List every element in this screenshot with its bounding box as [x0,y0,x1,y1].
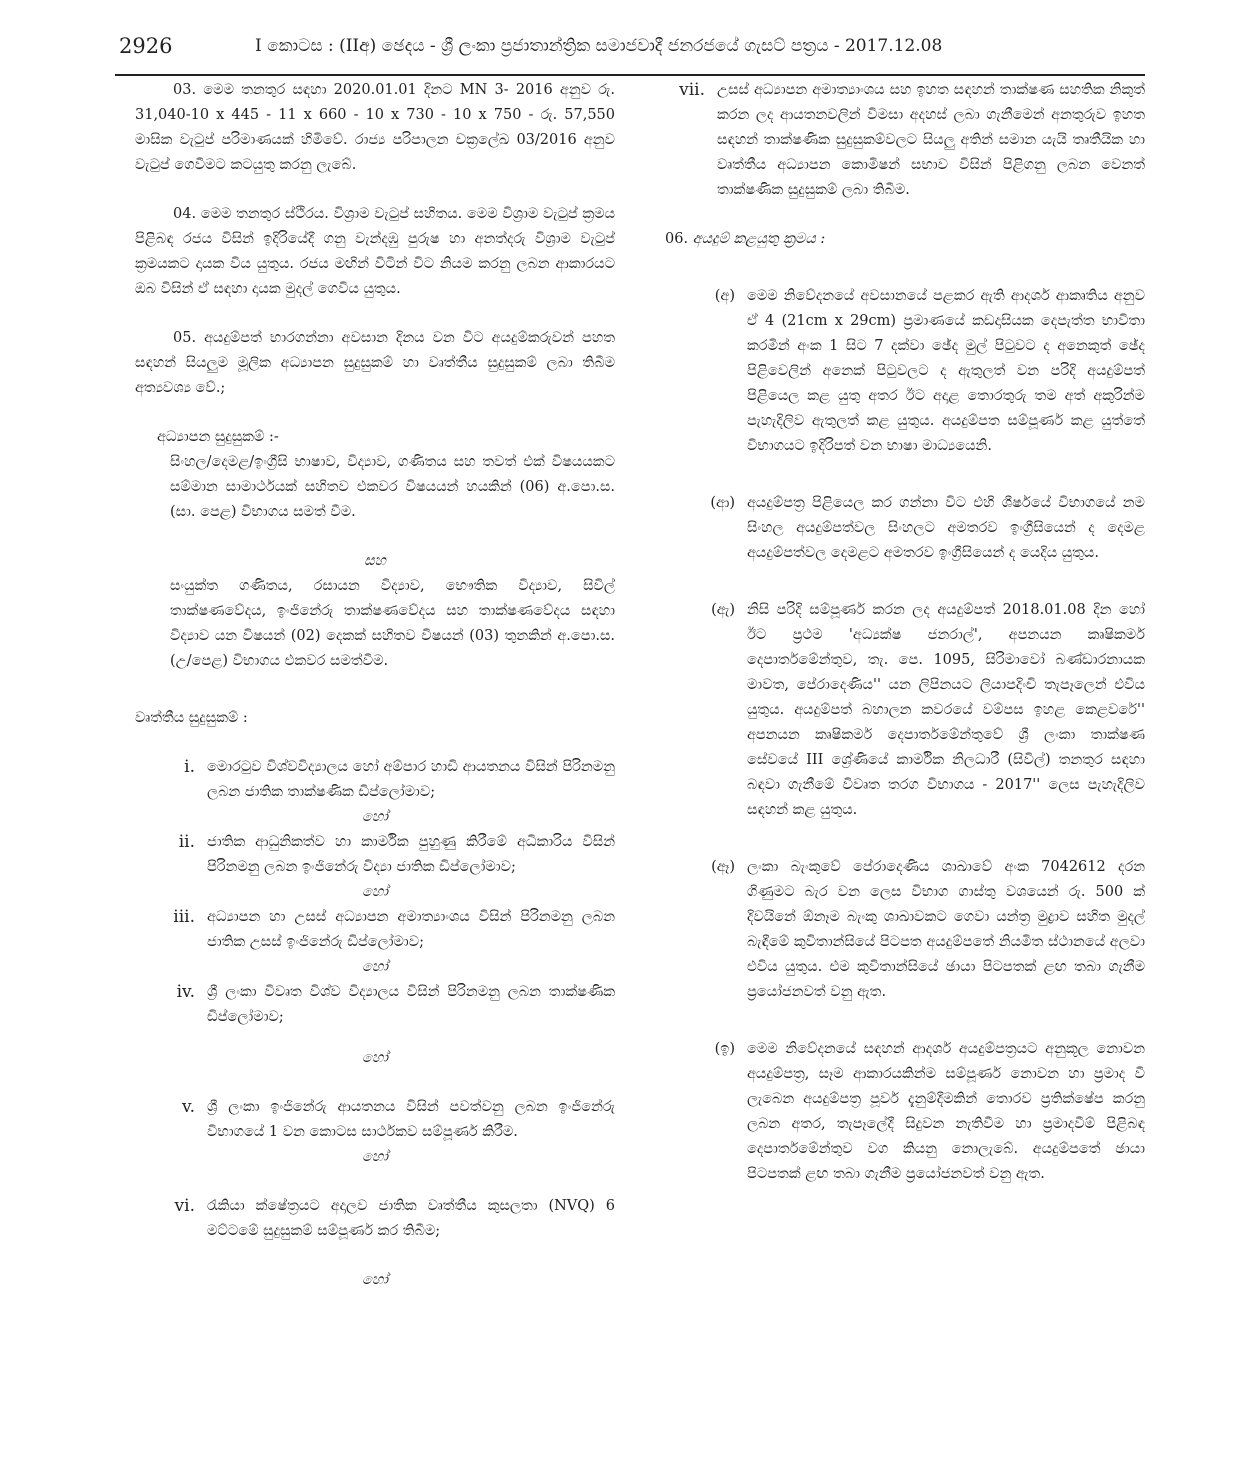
paragraph-ae [665,598,1145,823]
item-text: මොරටුව විශ්වවිද්‍යාලය හෝ අම්පාර හාඩි ආයතනය විසින් පිරිනමනු ලබන ජාතික තාක්ෂණික ඩිප්ලෝමාව; [207,759,615,800]
left-column [135,78,615,1293]
list-item [135,1095,615,1145]
section-number: 06. [665,231,689,247]
item-number: ii. [178,832,195,852]
item-number: i. [184,757,195,777]
page-header [115,30,1145,76]
paragraph-aa [665,491,1145,566]
item-text: රැකියා ක්ෂේත්‍රයට අදාලව ජාතික වෘත්තීය කුසලතා (NVQ) 6 මට්ටමේ සුදුසුකම් සම්පූර්ණ කර තිබීම; [207,1198,615,1239]
paragraph-label: (ආ) [710,495,735,511]
list-item [135,980,615,1030]
item-number: iv. [176,982,195,1002]
paragraph-text: ලංකා බැංකුවේ පේරාදෙණිය ශාඛාවේ අංක 7042612 දරන ගිණුමට බැර වන ලෙස විභාග ගාස්තු වශයෙන් රු. 500 ක් දිවයිනේ ඕනෑම බැංකු ශාඛාවකට ගෙවා යන්ත්‍ර මුද්‍රාව සහිත මුදල් බැඳීමේ කුවිතාන්සියේ පිටපත අයදුම්පතේ නියමිත ස්ථානයේ අලවා එවිය යුතුය. එම කුවිතාන්සියේ ඡායා පිටපතක් ළඟ තබා ගැනීම ප්‍රයෝජනවත් වනු ඇත. [747,859,1145,1000]
paragraph-05: 05. අයදුම්පත් භාරගන්නා අවසාන දිනය වන විට අයදුම්කරුවන් පහත සඳහන් සියලුම මූලික අධ්‍යාපන සුදුසුකම් හා වෘත්තීය සුදුසුකම් ලබා තිබීම අත්‍යවශ්‍ය වේ.; [135,330,615,396]
item-number: v. [182,1097,195,1117]
section-title: අයදුම් කළයුතු ක්‍රමය : [692,231,826,247]
paragraph-a [665,284,1145,459]
paragraph-text: නිසි පරිදි සම්පූර්ණ කරන ලද අයදුම්පත් 2018.01.08 දින හෝ ඊට ප්‍රථම 'අධ්‍යක්ෂ ජනරාල්', අපනයන කෘෂිකර්ම දෙපාර්තමේන්තුව, තැ. පෙ. 1095, සිරිමාවෝ බණ්ඩාරනායක මාවත, පේරාදෙණිය'' යන ලිපිනයට ලියාපදිංචි තැපෑලෙන් එවිය යුතුය. අයදුම්පත් බහාලන කවරයේ වම්පස ඉහළ කෙළවරේ'' අපනයන කෘෂිකර්ම දෙපාර්තමේන්තුවේ ශ්‍රී ලංකා තාක්ෂණ සේවයේ III ශ්‍රේණියේ කාර්මික නිලධාරී (සිවිල්) තනතුර සඳහා බඳවා ගැනීමේ විවෘත තරග විභාගය - 2017'' ලෙස පැහැදිලිව සඳහන් කළ යුතුය. [747,602,1145,818]
or-label: හෝ [361,1272,389,1288]
list-item [135,830,615,880]
item-text: අධ්‍යාපන හා උසස් අධ්‍යාපන අමාත්‍යාංශය විසින් පිරිනමනු ලබන ජාතික උසස් ඉංජිනේරු ඩිප්ලෝමාව; [207,909,615,950]
paragraph-label: (ඇ) [711,602,735,618]
paragraph-label: (අ) [714,288,735,304]
item-number: vi. [174,1196,195,1216]
or-label: හෝ [361,884,389,900]
paragraph-label: (ඈ) [711,859,735,875]
or-label: හෝ [361,959,389,975]
or-label: හෝ [361,1050,389,1066]
list-item [135,755,615,805]
paragraph-text: මෙම නිවේදනයේ සඳහන් ආදර්ශ අයදුම්පත්‍රයට අනුකූල නොවන අයදුම්පත්‍ර, සෑම ආකාරයකින්ම සම්පූර්ණ නොවන හා ප්‍රමාද වී ලැබෙන අයදුම්පත්‍ර පූර්ව දැනුම්දීමකින් තොරව ප්‍රතික්ෂේප කරනු ලබන අතර, තැපෑලේදී සිදුවන නැතිවීම හා ප්‍රමාදවීම් පිළිබඳ දෙපාර්තමේන්තුව වග කියනු නොලැබේ. අයදුම්පතේ ඡායා පිටපතක් ළඟ තබා ගැනීම ප්‍රයෝජනවත් වනු ඇත. [747,1041,1145,1182]
paragraph-03: 03. මෙම තනතුර සඳහා 2020.01.01 දිනට MN 3- 2016 අනුව රු. 31,040-10 x 445 - 11 x 660 - 10 x 730 - 10 x 750 - රු. 57,550 මාසික වැටුප් පරිමාණයක් හිමිවේ. රාජ්‍ය පරිපාලන චක්‍රලේඛ 03/2016 අනුව වැටුප් ගෙවීමට කටයුතු කරනු ලැබේ. [135,82,615,173]
section-06-heading [665,227,1145,252]
right-column [665,78,1145,1187]
list-item [135,905,615,955]
page-number: 2926 [119,34,173,58]
item-text: ජාතික ආධුනිකත්ව හා කාර්මික පුහුණු කිරීමේ අධිකාරිය විසින් පිරිනමනු ලබන ඉංජිනේරු විද්‍යා ජාතික ඩිප්ලෝමාව; [207,834,615,875]
header-title: I කොටස : (IIඅ) ඡෙදය - ශ්‍රී ලංකා ප්‍රජාතාන්ත්‍රික සමාජවාදී ජනරජයේ ගැසට් පත්‍රය - 2017.12.08 [255,36,943,56]
paragraph-i [665,1037,1145,1187]
list-item [135,1194,615,1244]
and-label: සහ [364,553,386,569]
paragraph-aee [665,855,1145,1005]
item-text: උසස් අධ්‍යාපන අමාත්‍යාංශය සහ ඉහත සඳහන් තාක්ෂණ සහතික නිකුත් කරන ලද ආයතනවලින් විමසා අදහස් ලබා ගැනීමෙන් අනතුරුව ඉහත සඳහන් තාක්ෂණික සුදුසුකම්වලට සියලු අතින් සමාන යැයි තෘතීයික හා වෘත්තීය අධ්‍යාපන කොමිෂන් සභාව විසින් පිළිගනු ලබන වෙනත් තාක්ෂණික සුදුසුකම් ලබා තිබීම. [717,82,1145,198]
paragraph-label: (ඉ) [714,1041,735,1057]
paragraph-text: මෙම නිවේදනයේ අවසානයේ පළකර ඇති ආදර්ශ ආකෘතිය අනුව ඒ 4 (21cm x 29cm) ප්‍රමාණයේ කඩදාසියක දෙපැත්ත භාවිතා කරමින් අංක 1 සිට 7 දක්වා ඡේද මුල් පිටුවට ද අනෙකුත් ඡේද පිළිවෙලින් අනෙක් පිටුවලට ද ඇතුලත් වන පරිදි අයදුම්පත් පිළියෙල කළ යුතු අතර ඊට අදාළ තොරතුරු තම අත් අකුරින්ම පැහැදිලිව ඇතුලත් කළ යුතුය. අයදුම්පත සම්පූර්ණ කළ යුත්තේ විභාගයට ඉදිරිපත් වන භාෂා මාධ්‍යයෙනි. [747,288,1145,454]
paragraph-text: අයදුම්පත්‍ර පිළියෙල කර ගන්නා විට එහි ශීර්ෂයේ විභාගයේ නම සිංහල අයදුම්පත්වල සිංහලට අමතරව ඉංග්‍රීසියෙන් ද දෙමළ අයදුම්පත්වල දෙමළට අමතරව ඉංග්‍රීසියෙන් ද යෙදිය යුතුය. [747,495,1145,561]
item-number: iii. [173,907,195,927]
or-label: හෝ [361,809,389,825]
list-item-vii [665,78,1145,203]
item-text: ශ්‍රී ලංකා ඉංජිනේරු ආයතනය විසින් පවත්වනු ලබන ඉංජිනේරු විභාගයේ 1 වන කොටස සාර්ථකව සම්පූර්ණ කිරීම. [207,1099,615,1140]
item-number: vii. [679,80,705,100]
education-heading: අධ්‍යාපන සුදුසුකම් :- [157,429,279,445]
education-qualification-a: සිංහල/දෙමළ/ඉංග්‍රීසි භාෂාව, විද්‍යාව, ගණිතය සහ තවත් එක් විෂයයකට සම්මාන සාමාර්ථයක් සහිතව එකවර විෂයයන් හයකින් (06) අ.පො.ස. (සා. පෙළ) විභාගය සමත් වීම. [170,454,615,520]
paragraph-04: 04. මෙම තනතුර ස්ථිරය. විශ්‍රාම වැටුප් සහිතය. මෙම විශ්‍රාම වැටුප් ක්‍රමය පිළිබඳ රජය විසින් ඉදිරියේදී ගනු වැන්දඹු පුරුෂ හා අනත්දරු විශ්‍රාම වැටුප් ක්‍රමයකට දායක විය යුතුය. රජය මඟින් විටින් විට නියම කරනු ලබන ආකාරයට ඔබ විසින් ඒ සඳහා දායක මුදල් ගෙවිය යුතුය. [135,206,615,297]
or-label: හෝ [361,1149,389,1165]
professional-heading: වෘත්තීය සුදුසුකම් : [135,710,248,726]
education-qualification-b: සංයුක්ත ගණිතය, රසායන විද්‍යාව, භෞතික විද්‍යාව, සිවිල් තාක්ෂණවේදය, ඉංජිනේරු තාක්ෂණවේදය සහ තාක්ෂණවේදය සඳහා විද්‍යාව යන විෂයන් (02) දෙකක් සහිතව විෂයන් (03) තුනකින් අ.පො.ස. (උ/පෙළ) විභාගය එකවර සමත්වීම. [170,578,615,669]
item-text: ශ්‍රී ලංකා විවෘත විශ්ව විද්‍යාලය විසින් පිරිනමනු ලබන තාක්ෂණික ඩිප්ලෝමාව; [207,984,615,1025]
